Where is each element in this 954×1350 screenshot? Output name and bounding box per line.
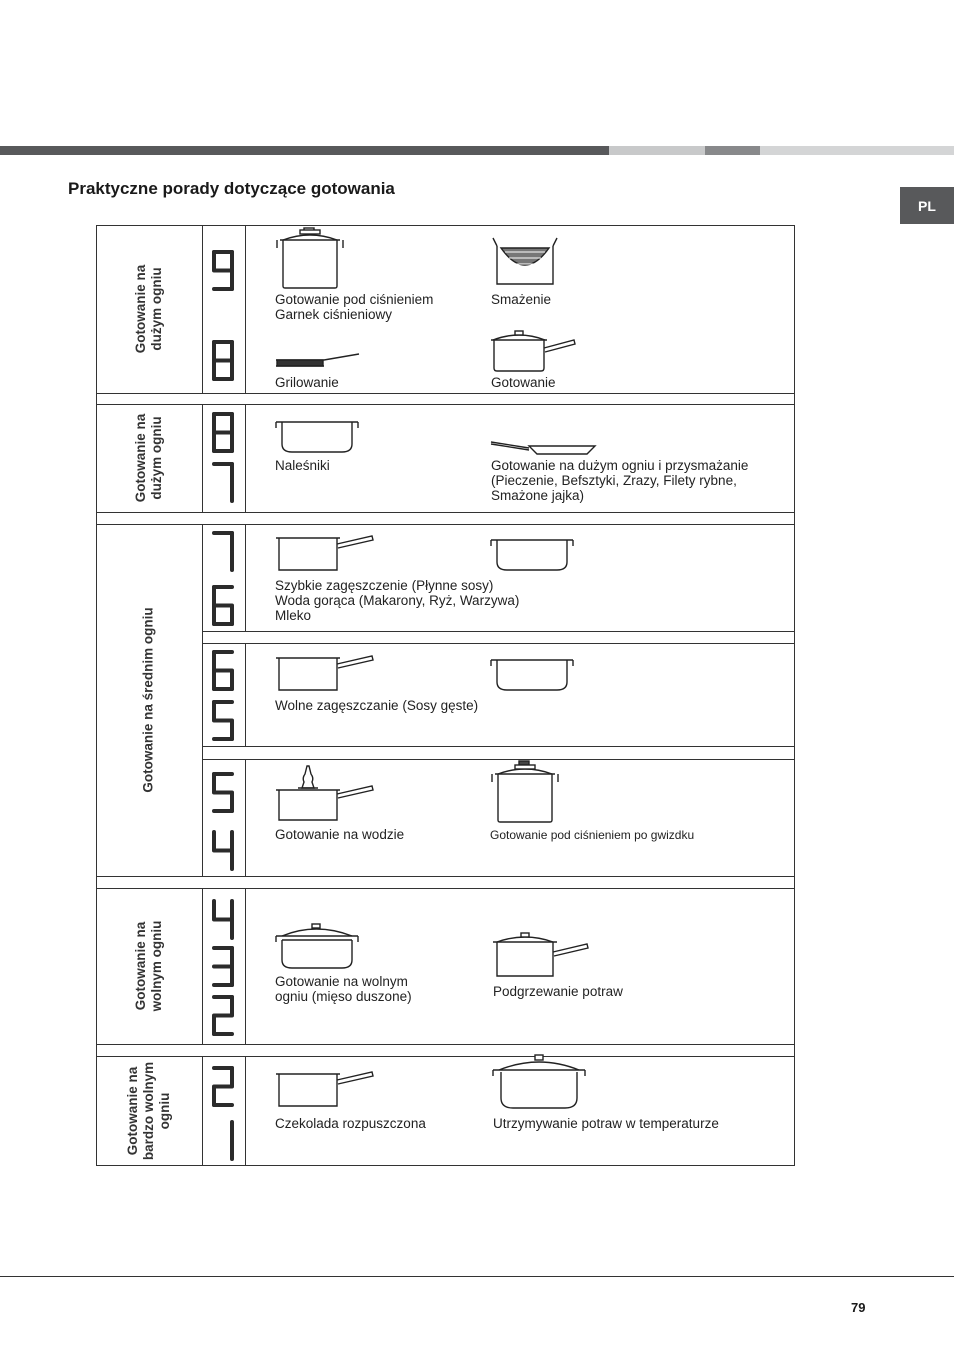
saucepan-lid-icon (489, 328, 579, 374)
caption-pressure-cooker: Gotowanie pod ciśnieniem Garnek ciśnieniowy (275, 292, 434, 322)
power-level-digit (211, 1066, 235, 1107)
power-level-digit (211, 585, 235, 626)
section-label-low-heat: Gotowanie na wolnym ogniu (133, 920, 164, 1012)
frying-basket-icon (489, 236, 561, 288)
power-level-digit (211, 412, 235, 453)
header-bar-light-end (760, 146, 954, 155)
column-divider (202, 225, 203, 394)
column-divider (202, 524, 203, 877)
power-level-digit (211, 531, 235, 572)
header-bar-light (609, 146, 705, 155)
power-level-digit (211, 995, 235, 1036)
pan-icon (274, 418, 362, 456)
column-divider (202, 888, 203, 1045)
column-divider (245, 759, 246, 877)
header-bar-mid (705, 146, 760, 155)
power-level-digit (211, 946, 235, 987)
caption-reheating: Podgrzewanie potraw (493, 984, 623, 999)
column-divider (245, 404, 246, 513)
sub-row-divider (202, 631, 794, 632)
column-divider (202, 404, 203, 513)
pot-icon (489, 656, 577, 694)
page-title: Praktyczne porady dotyczące gotowania (68, 179, 395, 198)
covered-pot-icon (491, 1054, 587, 1112)
caption-quick-thickening: Szybkie zagęszczenie (Płynne sosy) Woda gorąca (Makarony, Ryż, Warzywa) Mleko (275, 578, 520, 623)
small-saucepan-icon (274, 1066, 376, 1110)
section-label-very-low-heat: Gotowanie na bardzo wolnym ogniu (125, 1061, 172, 1160)
column-divider (245, 225, 246, 394)
column-divider (245, 643, 246, 747)
stew-pot-icon (274, 922, 362, 972)
row-divider (96, 512, 794, 513)
caption-keeping-warm: Utrzymywanie potraw w temperaturze (493, 1116, 719, 1131)
section-label-high-heat: Gotowanie na dużym ogniu (133, 264, 164, 354)
power-level-digit (211, 830, 235, 871)
pot-icon (489, 536, 577, 574)
steamer-saucepan-icon (274, 762, 376, 824)
power-level-digit (211, 899, 235, 940)
saucepan-lid-icon (491, 930, 591, 980)
power-level-digit (211, 250, 235, 291)
column-divider (245, 524, 246, 632)
caption-slow-thickening: Wolne zagęszczanie (Sosy gęste) (275, 698, 479, 713)
column-divider (245, 1056, 246, 1166)
caption-frying: Smażenie (491, 292, 552, 307)
page-number: 79 (851, 1300, 866, 1315)
caption-pressure-after-whistle: Gotowanie pod ciśnieniem po gwizdku (490, 828, 695, 842)
caption-high-heat-frying: Gotowanie na dużym ogniu i przysmażanie (Pieczenie, Befsztyki, Zrazy, Filety rybne, Smażone jajka) (491, 458, 749, 503)
caption-grilling: Grilowanie (275, 375, 339, 390)
pressure-cooker-icon (274, 226, 346, 290)
language-tab: PL (900, 187, 954, 224)
caption-stewing: Gotowanie na wolnym ogniu (mięso duszone) (275, 974, 412, 1004)
sub-row-divider (202, 643, 794, 644)
saucepan-handle-icon (274, 652, 376, 694)
power-level-digit (211, 772, 235, 813)
header-bar-dark (0, 146, 609, 155)
power-level-digit (211, 700, 235, 741)
table-border-right (794, 225, 795, 1166)
caption-steaming: Gotowanie na wodzie (275, 827, 405, 842)
grill-pan-icon (274, 350, 362, 374)
column-divider (245, 888, 246, 1045)
sub-row-divider (202, 746, 794, 747)
power-level-digit (211, 650, 235, 691)
row-divider (96, 393, 794, 394)
power-level-digit (211, 1120, 235, 1161)
power-level-digit (211, 340, 235, 381)
footer-rule (0, 1276, 954, 1277)
section-label-high-heat-2: Gotowanie na dużym ogniu (133, 413, 164, 503)
pressure-cooker-whistle-icon (489, 760, 561, 824)
caption-melted-chocolate: Czekolada rozpuszczona (275, 1116, 426, 1131)
column-divider (202, 1056, 203, 1166)
saucepan-handle-icon (274, 532, 376, 574)
caption-boiling: Gotowanie (491, 375, 556, 390)
frying-pan-icon (489, 438, 599, 458)
row-divider (96, 1044, 794, 1045)
section-label-medium-heat: Gotowanie na średnim ogniu (141, 607, 157, 793)
row-divider (96, 876, 794, 877)
power-level-digit (211, 462, 235, 503)
table-border-bottom (96, 1165, 794, 1166)
caption-pancakes: Naleśniki (275, 458, 330, 473)
